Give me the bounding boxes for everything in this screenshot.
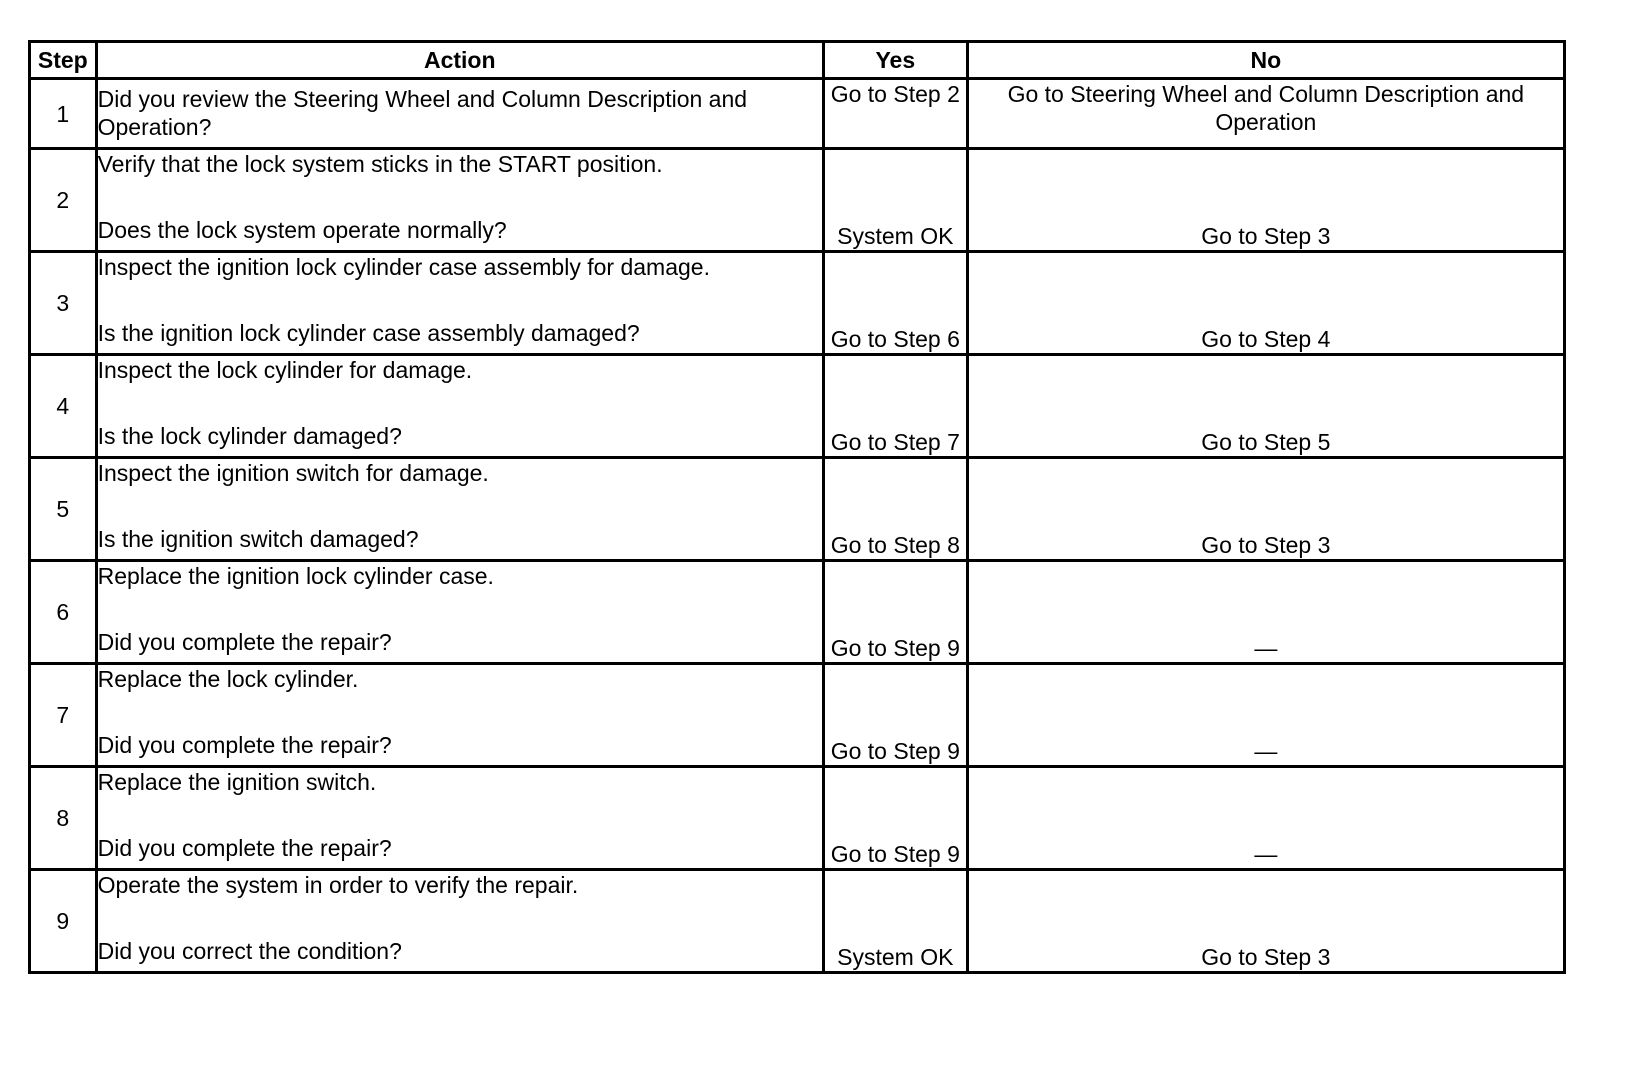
no-result: — bbox=[967, 664, 1564, 767]
diagnostic-table bbox=[28, 40, 1566, 974]
step-number: 7 bbox=[30, 664, 97, 767]
step-number: 6 bbox=[30, 561, 97, 664]
table-row bbox=[30, 252, 1565, 355]
yes-result: Go to Step 9 bbox=[823, 767, 967, 870]
action-text: Inspect the lock cylinder for damage. bbox=[97, 357, 473, 383]
action-text: Verify that the lock system sticks in the START position. bbox=[97, 151, 663, 177]
action-question: Is the ignition lock cylinder case assembly damaged? bbox=[97, 320, 640, 346]
action-question: Did you complete the repair? bbox=[97, 835, 392, 861]
no-result: — bbox=[967, 767, 1564, 870]
action-text: Replace the ignition switch. bbox=[97, 769, 377, 795]
yes-result: Go to Step 6 bbox=[823, 252, 967, 355]
no-result: Go to Step 3 bbox=[967, 458, 1564, 561]
header-step: Step bbox=[30, 42, 97, 79]
table-row bbox=[30, 458, 1565, 561]
header-yes: Yes bbox=[823, 42, 967, 79]
action-question: Did you complete the repair? bbox=[97, 629, 392, 655]
action-question: Did you complete the repair? bbox=[97, 732, 392, 758]
yes-result: System OK bbox=[823, 149, 967, 252]
no-result: Go to Step 3 bbox=[967, 870, 1564, 973]
no-result: Go to Step 4 bbox=[967, 252, 1564, 355]
yes-result: Go to Step 7 bbox=[823, 355, 967, 458]
no-result: Go to Steering Wheel and Column Description and Operation bbox=[967, 79, 1564, 149]
table-row bbox=[30, 355, 1565, 458]
action-text: Replace the ignition lock cylinder case. bbox=[97, 563, 494, 589]
table-row bbox=[30, 870, 1565, 973]
action-question: Is the lock cylinder damaged? bbox=[97, 423, 402, 449]
header-action: Action bbox=[96, 42, 823, 79]
table-header bbox=[30, 42, 1565, 79]
table-row bbox=[30, 79, 1565, 149]
action-cell bbox=[96, 252, 823, 355]
action-text: Inspect the ignition lock cylinder case assembly for damage. bbox=[97, 254, 710, 280]
action-cell bbox=[96, 149, 823, 252]
action-text: Inspect the ignition switch for damage. bbox=[97, 460, 489, 486]
step-number: 3 bbox=[30, 252, 97, 355]
no-result: Go to Step 5 bbox=[967, 355, 1564, 458]
table-row bbox=[30, 149, 1565, 252]
yes-result: Go to Step 9 bbox=[823, 561, 967, 664]
action-question: Is the ignition switch damaged? bbox=[97, 526, 419, 552]
yes-result: System OK bbox=[823, 870, 967, 973]
action-cell bbox=[96, 79, 823, 149]
header-no: No bbox=[967, 42, 1564, 79]
action-question: Did you correct the condition? bbox=[97, 938, 402, 964]
action-cell bbox=[96, 870, 823, 973]
step-number: 9 bbox=[30, 870, 97, 973]
action-text: Operate the system in order to verify the repair. bbox=[97, 872, 579, 898]
step-number: 2 bbox=[30, 149, 97, 252]
step-number: 5 bbox=[30, 458, 97, 561]
no-result: — bbox=[967, 561, 1564, 664]
action-cell bbox=[96, 767, 823, 870]
step-number: 1 bbox=[30, 79, 97, 149]
action-text: Did you review the Steering Wheel and Column Description and Operation? bbox=[97, 86, 748, 140]
action-cell bbox=[96, 561, 823, 664]
yes-result: Go to Step 8 bbox=[823, 458, 967, 561]
action-question: Does the lock system operate normally? bbox=[97, 217, 507, 243]
action-cell bbox=[96, 458, 823, 561]
step-number: 8 bbox=[30, 767, 97, 870]
yes-result: Go to Step 9 bbox=[823, 664, 967, 767]
step-number: 4 bbox=[30, 355, 97, 458]
yes-result: Go to Step 2 bbox=[823, 79, 967, 149]
action-cell bbox=[96, 355, 823, 458]
table-row bbox=[30, 767, 1565, 870]
table-row bbox=[30, 664, 1565, 767]
action-cell bbox=[96, 664, 823, 767]
no-result: Go to Step 3 bbox=[967, 149, 1564, 252]
action-text: Replace the lock cylinder. bbox=[97, 666, 359, 692]
table-row bbox=[30, 561, 1565, 664]
